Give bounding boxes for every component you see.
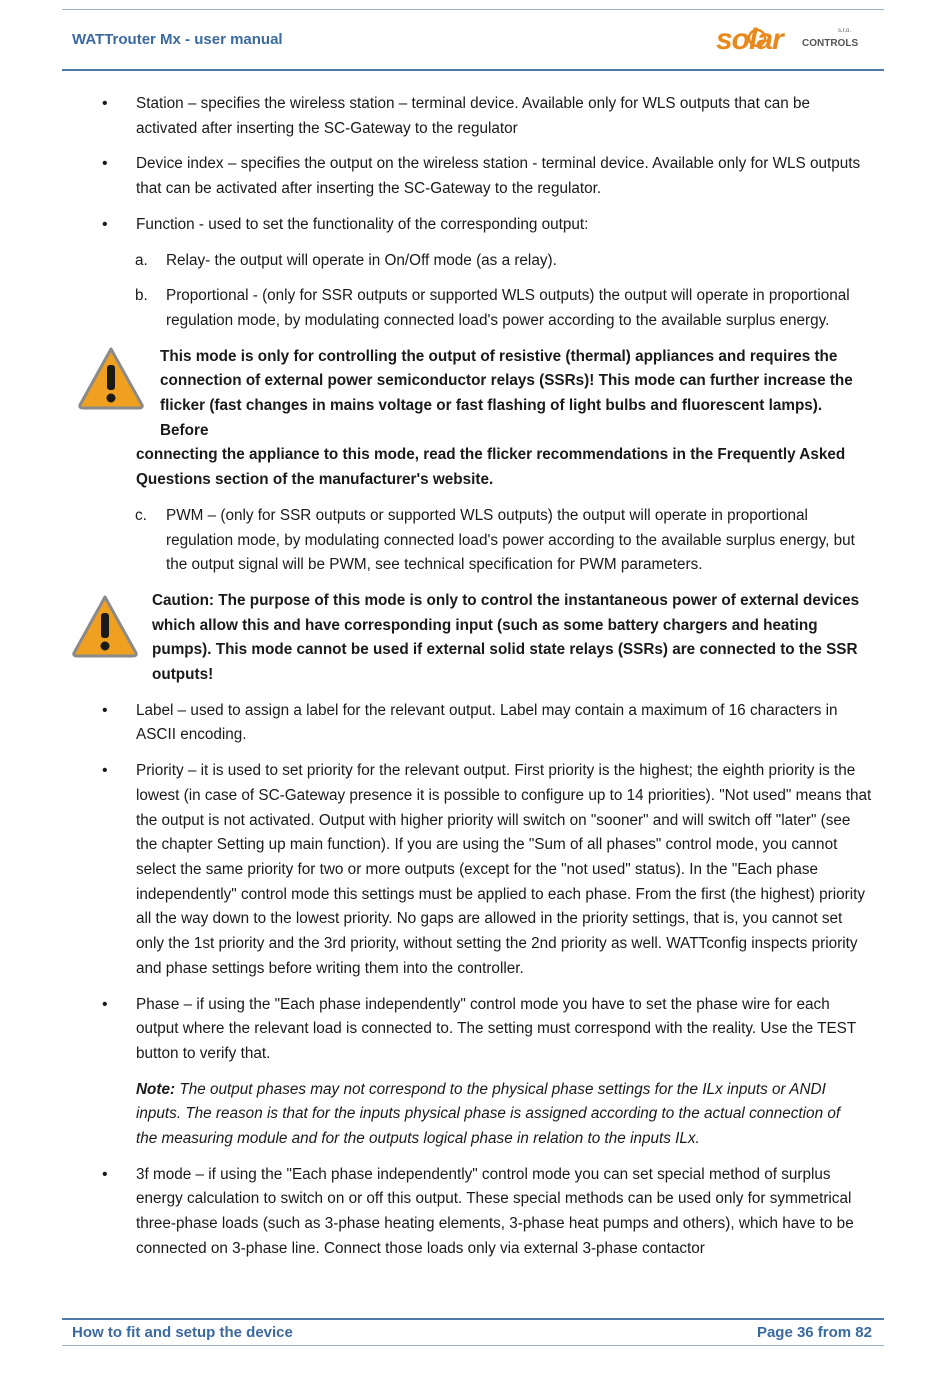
logo-small: s.r.o.: [838, 28, 852, 34]
header-bottom-rule: [62, 69, 884, 71]
sub-item-marker: a.: [135, 251, 148, 269]
warning-block-proportional: [0, 345, 950, 493]
label-text: Label – used to assign a label for the relevant output. Label may contain a maximum of 16 characters in ASCII encoding.: [136, 701, 838, 744]
warning-block-pwm: [0, 589, 950, 688]
note-paragraph: [0, 1078, 950, 1152]
footer-page-number: Page 36 from 82: [756, 1324, 872, 1341]
mode3f-text: 3f mode – if using the "Each phase independently" control mode you can set special method of surplus energy calculation to switch on or off this output. These special methods can be used only for symmetrical three-phase loads (such as 3-phase heating elements, 3-phase heat pumps and others), which have to be connected on 3-phase line. Connect those loads only via external 3-phase contactor: [136, 1165, 854, 1257]
sub-item-c: [0, 504, 950, 578]
sub-item-marker: c.: [135, 506, 147, 524]
sub-item-marker: b.: [135, 287, 148, 305]
logo-subtext: CONTROLS: [802, 38, 859, 49]
warning-line-4: connecting the appliance to this mode, read the flicker recommendations in the Frequently Asked Questions section of the manufacturer's website.: [136, 446, 846, 489]
sub-item-a: [0, 249, 950, 274]
sub-item-c-text: PWM – (only for SSR outputs or supported WLS outputs) the output will operate in proportional regulation mode, by modulating connected load's power according to the available surplus energy, but the output signal will be PWM, see technical specification for PWM parameters.: [166, 506, 855, 574]
function-text: Function - used to set the functionality of the corresponding output:: [136, 215, 589, 233]
page-content: [0, 92, 950, 1273]
bullet-marker: •: [102, 215, 108, 233]
bullet-marker: •: [102, 701, 108, 719]
page-header: [62, 0, 884, 72]
list-item-priority: [0, 759, 950, 981]
list-item-3f-mode: [0, 1163, 950, 1262]
phase-text: Phase – if using the "Each phase independently" control mode you have to set the phase wire for each output where the relevant load is connected to. The setting must correspond with the reality. Use the TEST button to verify that.: [136, 995, 856, 1062]
warning-line-1: This mode is only for controlling the output of resistive (thermal) appliances and requires the: [160, 347, 838, 365]
logo-text: solar: [716, 23, 783, 56]
header-top-rule: [62, 9, 884, 10]
warning-pwm-text: Caution: The purpose of this mode is only to control the instantaneous power of external devices which allow this and have corresponding input (such as some battery chargers and heating pumps). This mode cannot be used if external solid state relays (SSRs) are connected to the SSR outputs!: [152, 591, 860, 684]
bullet-marker: •: [102, 995, 108, 1013]
sub-item-b: [0, 284, 950, 333]
device-index-text: Device index – specifies the output on the wireless station - terminal device. Available only for WLS outputs that can be activated after inserting the SC-Gateway to the regulator.: [136, 155, 861, 198]
list-item-phase: [0, 993, 950, 1067]
priority-text: Priority – it is used to set priority for the relevant output. First priority is the highest; the eighth priority is the lowest (in case of SC-Gateway presence it is possible to configure up to 14 priorities). "Not used" means that the output is not activated. Output with higher priority will switch on "sooner" and will switch off "later" (see the chapter Setting up main function). If you are using the "Sum of all phases" control mode, you cannot select the same priority for two or more outputs (except for the "not used" status). In the "Each phase independently" control mode this settings must be applied to each phase. From the first (the highest) priority all the way down to the lowest priority. No gaps are allowed in the priority settings, that is, you cannot set only the 1st priority and the 3rd priority, without setting the 2nd priority as well. WATTconfig inspects priority and phase settings before writing them into the controller.: [136, 762, 872, 977]
bullet-marker: •: [102, 95, 108, 112]
list-item-function: [0, 213, 950, 238]
solar-controls-logo: [716, 22, 876, 56]
warning-triangle-icon: [70, 593, 140, 659]
footer-top-rule: [62, 1318, 884, 1320]
station-text: Station – specifies the wireless station – terminal device. Available only for WLS outputs that can be activated after inserting the SC-Gateway to the regulator: [136, 95, 810, 137]
bullet-marker: •: [102, 762, 108, 780]
footer-section-title: How to fit and setup the device: [72, 1324, 293, 1341]
note-text: The output phases may not correspond to the physical phase settings for the ILx inputs or ANDI inputs. The reason is that for the inputs physical phase is assigned according to the actual connection of the measuring module and for the outputs logical phase in relation to the inputs ILx.: [136, 1080, 841, 1148]
sub-item-b-text: Proportional - (only for SSR outputs or supported WLS outputs) the output will operate in proportional regulation mode, by modulating connected load's power according to the available surplus energy.: [166, 287, 850, 329]
list-item-device-index: [0, 152, 950, 201]
warning-line-2: connection of external power semiconductor relays (SSRs)! This mode can further increase the: [160, 372, 853, 390]
bullet-marker: •: [102, 155, 108, 173]
list-item-station: [0, 92, 950, 141]
sub-item-a-text: Relay- the output will operate in On/Off mode (as a relay).: [166, 251, 557, 269]
note-label: Note:: [136, 1080, 176, 1098]
bullet-marker: •: [102, 1165, 108, 1183]
warning-line-3: flicker (fast changes in mains voltage or fast flashing of light bulbs and fluorescent lamps). Before: [160, 397, 823, 439]
page-footer: [62, 1318, 884, 1348]
warning-triangle-icon: [76, 345, 146, 411]
footer-bottom-rule: [62, 1345, 884, 1346]
header-title: WATTrouter Mx - user manual: [72, 31, 283, 48]
list-item-label: [0, 699, 950, 748]
